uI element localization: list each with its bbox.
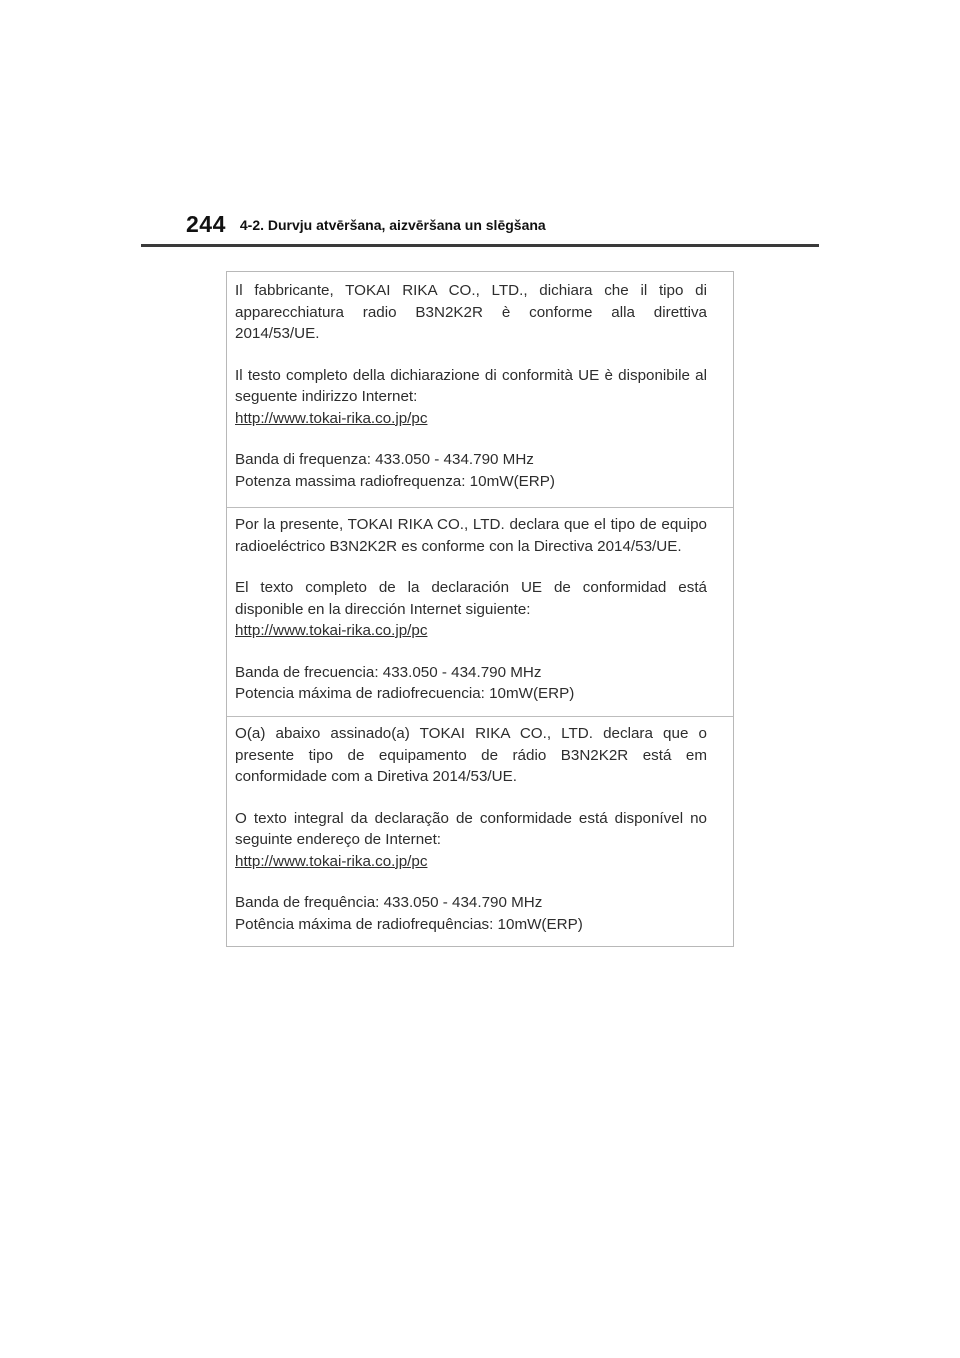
- page-header: [186, 211, 546, 238]
- frequency-band: Banda de frequência: 433.050 - 434.790 MHz: [235, 894, 543, 911]
- declaration-text-availability: O texto integral da declaração de conformidade está disponível no seguinte endereço de Internet:: [235, 809, 707, 848]
- declaration-url-link[interactable]: http://www.tokai-rika.co.jp/pc: [235, 852, 428, 870]
- declaration-italian: [227, 272, 733, 507]
- section-title: 4-2. Durvju atvēršana, aizvēršana un slēgšana: [239, 217, 546, 233]
- max-power: Potenza massima radiofrequenza: 10mW(ERP): [235, 472, 555, 490]
- max-power: Potência máxima de radiofrequências: 10mW(ERP): [235, 915, 583, 933]
- declaration-spanish: [227, 507, 733, 716]
- header-divider: [141, 244, 819, 247]
- frequency-band: Banda de frecuencia: 433.050 - 434.790 MHz: [235, 663, 542, 681]
- declaration-url-link[interactable]: http://www.tokai-rika.co.jp/pc: [235, 409, 428, 427]
- page-number: 244: [186, 211, 226, 237]
- declaration-text-availability: Il testo completo della dichiarazione di conformità UE è disponibile al seguente indirizzo Internet:: [235, 366, 707, 405]
- declaration-intro: Il fabbricante, TOKAI RIKA CO., LTD., dichiara che il tipo di apparecchiatura radio B3N2K2R è conforme alla direttiva 2014/53/UE.: [235, 282, 707, 342]
- declaration-url-link[interactable]: http://www.tokai-rika.co.jp/pc: [235, 622, 428, 639]
- max-power: Potencia máxima de radiofrecuencia: 10mW(ERP): [235, 685, 575, 702]
- declaration-intro: O(a) abaixo assinado(a) TOKAI RIKA CO., LTD. declara que o presente tipo de equipamento de rádio B3N2K2R está em conformidade com a Diretiva 2014/53/UE.: [235, 725, 707, 785]
- declaration-box: [226, 271, 734, 947]
- frequency-band: Banda di frequenza: 433.050 - 434.790 MHz: [235, 451, 534, 468]
- declaration-portuguese: [227, 716, 733, 946]
- declaration-text-availability: El texto completo de la declaración UE de conformidad está disponible en la dirección Internet siguiente:: [235, 579, 707, 618]
- declaration-intro: Por la presente, TOKAI RIKA CO., LTD. declara que el tipo de equipo radioeléctrico B3N2K2R es conforme con la Directiva 2014/53/UE.: [235, 516, 707, 555]
